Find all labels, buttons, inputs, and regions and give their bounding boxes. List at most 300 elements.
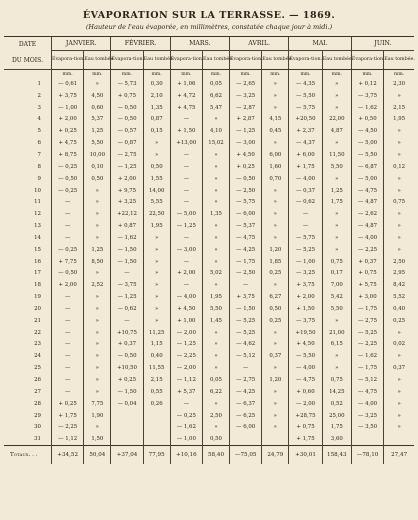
day-number: 23 <box>34 341 41 348</box>
unit-cell: mm. <box>384 70 414 79</box>
rainfall-cell: » <box>322 350 351 362</box>
day-number: 24 <box>34 353 41 360</box>
rainfall-cell: 1,25 <box>322 185 351 197</box>
unit-row <box>4 70 414 79</box>
rainfall-cell: » <box>203 350 230 362</box>
day-number: 15 <box>34 246 41 253</box>
evaporation-cell: + 1,75 <box>51 410 83 422</box>
day-number: 28 <box>34 400 41 407</box>
evaporation-cell: — 5,50 <box>289 90 322 102</box>
rainfall-cell: » <box>203 327 230 339</box>
table-row <box>4 220 414 232</box>
unit-cell: mm. <box>229 70 261 79</box>
evaporation-cell: — 5,73 <box>111 78 143 90</box>
table-row <box>4 374 414 386</box>
rainfall-cell: » <box>203 279 230 291</box>
rainfall-cell: 6,22 <box>203 386 230 398</box>
rainfall-cell: 1,55 <box>143 173 170 185</box>
evaporation-cell: — 2,50 <box>229 185 261 197</box>
rainfall-cell: 5,52 <box>384 291 414 303</box>
rainfall-cell: » <box>203 185 230 197</box>
rainfall-cell <box>143 433 170 445</box>
rainfall-cell: 1,50 <box>84 433 111 445</box>
evaporation-cell: — 0,57 <box>111 125 143 137</box>
total-cell: +37,04 <box>111 446 143 465</box>
evaporation-cell: — <box>51 374 83 386</box>
rainfall-cell: » <box>384 386 414 398</box>
evaporation-cell: + 0,50 <box>351 114 383 126</box>
rainfall-cell: 0,87 <box>143 114 170 126</box>
rainfall-cell: » <box>143 291 170 303</box>
rainfall-cell: 6,27 <box>262 291 289 303</box>
rainfall-cell: 0,52 <box>322 398 351 410</box>
total-cell: 158,43 <box>322 446 351 465</box>
rainfall-cell: » <box>262 102 289 114</box>
table-row <box>4 196 414 208</box>
evaporation-cell: — <box>51 291 83 303</box>
rainfall-cell: » <box>262 208 289 220</box>
month-header-may: MAI. <box>289 37 352 51</box>
evaporation-cell: — <box>170 161 202 173</box>
rainfall-cell: » <box>262 398 289 410</box>
rainfall-cell: » <box>322 173 351 185</box>
rainfall-cell: » <box>203 421 230 433</box>
rainfall-cell: » <box>84 196 111 208</box>
evaporation-cell: — 5,75 <box>289 232 322 244</box>
rainfall-cell: 0,25 <box>384 315 414 327</box>
rainfall-cell: » <box>84 291 111 303</box>
evaporation-cell: + 4,72 <box>170 90 202 102</box>
subcolumn-header: Eau tombée. <box>262 51 289 70</box>
rainfall-cell: 14,25 <box>322 386 351 398</box>
rainfall-cell: 11,55 <box>143 362 170 374</box>
rainfall-cell: 1,60 <box>262 161 289 173</box>
evaporation-cell: — <box>51 208 83 220</box>
rainfall-cell: » <box>203 256 230 268</box>
rainfall-cell: 5,50 <box>322 161 351 173</box>
evaporation-cell: — <box>51 386 83 398</box>
rainfall-cell: 8,50 <box>84 256 111 268</box>
rainfall-cell: 1,35 <box>143 102 170 114</box>
evaporation-cell: +13,00 <box>170 137 202 149</box>
evaporation-cell: + 5,37 <box>170 386 202 398</box>
rainfall-cell: » <box>262 78 289 90</box>
rainfall-cell: 0,10 <box>84 161 111 173</box>
evaporation-cell: + 1,06 <box>170 78 202 90</box>
evaporation-cell: — 2,00 <box>170 362 202 374</box>
evaporation-cell: — 3,00 <box>170 244 202 256</box>
evaporation-cell: — 0,61 <box>51 78 83 90</box>
evaporation-cell: + 1,50 <box>170 125 202 137</box>
rainfall-cell: » <box>84 386 111 398</box>
rainfall-cell: » <box>143 137 170 149</box>
rainfall-cell: » <box>84 185 111 197</box>
evaporation-cell: — 3,25 <box>289 268 322 280</box>
evaporation-cell: — 5,75 <box>289 102 322 114</box>
table-row <box>4 125 414 137</box>
rainfall-cell: » <box>262 196 289 208</box>
rainfall-cell: 0,37 <box>384 362 414 374</box>
evaporation-cell: — 5,00 <box>351 173 383 185</box>
rainfall-cell: 1,95 <box>203 291 230 303</box>
rainfall-cell: 15,02 <box>203 137 230 149</box>
evaporation-cell: — <box>289 208 322 220</box>
evaporation-cell: — 4,25 <box>229 386 261 398</box>
rainfall-cell: 0,05 <box>203 374 230 386</box>
table-row <box>4 114 414 126</box>
rainfall-cell: » <box>84 327 111 339</box>
evaporation-cell: — 2,75 <box>351 315 383 327</box>
total-cell: —78,10 <box>351 446 383 465</box>
rainfall-cell: » <box>322 362 351 374</box>
evaporation-cell: + 6,00 <box>289 149 322 161</box>
evaporation-cell: + 0,60 <box>289 386 322 398</box>
evaporation-cell: — <box>170 196 202 208</box>
rainfall-cell: 5,50 <box>84 137 111 149</box>
evaporation-cell: + 4,75 <box>170 102 202 114</box>
evaporation-cell: — 3,25 <box>351 410 383 422</box>
evaporation-cell: + 2,00 <box>170 268 202 280</box>
evaporation-cell: — 4,75 <box>351 386 383 398</box>
day-number: 21 <box>34 317 41 324</box>
table-row <box>4 268 414 280</box>
rainfall-cell: 0,40 <box>384 303 414 315</box>
table-row <box>4 173 414 185</box>
rainfall-cell: » <box>322 78 351 90</box>
evaporation-cell: + 2,00 <box>111 173 143 185</box>
evaporation-cell: — 1,75 <box>229 256 261 268</box>
rainfall-cell: 0,37 <box>262 350 289 362</box>
evaporation-cell: — <box>51 220 83 232</box>
rainfall-cell: 0,75 <box>322 374 351 386</box>
subcolumn-header: Évapora-tion. <box>111 51 143 70</box>
evaporation-cell: — 6,00 <box>229 208 261 220</box>
evaporation-cell: — 1,25 <box>170 220 202 232</box>
total-cell: 77,95 <box>143 446 170 465</box>
evaporation-cell: — 5,12 <box>229 350 261 362</box>
rainfall-cell: 0,12 <box>384 161 414 173</box>
evaporation-cell: — 0,37 <box>289 185 322 197</box>
day-number: 2 <box>37 92 41 99</box>
unit-cell: mm. <box>170 70 202 79</box>
total-cell: +30,01 <box>289 446 322 465</box>
rainfall-cell: » <box>384 327 414 339</box>
evaporation-cell: + 2,87 <box>229 114 261 126</box>
rainfall-cell: » <box>384 398 414 410</box>
unit-cell: mm. <box>351 70 383 79</box>
day-number: 26 <box>34 377 41 384</box>
evaporation-cell: + 1,75 <box>289 161 322 173</box>
table-row <box>4 102 414 114</box>
evaporation-cell: — 5,12 <box>351 374 383 386</box>
evaporation-cell: — 4,00 <box>351 398 383 410</box>
day-number: 9 <box>37 175 41 182</box>
rainfall-cell: » <box>143 244 170 256</box>
rainfall-cell: » <box>384 173 414 185</box>
date-header-line-1: DATE <box>18 41 37 48</box>
evaporation-cell: + 0,75 <box>111 90 143 102</box>
evaporation-cell: — 2,62 <box>351 208 383 220</box>
table-row <box>4 327 414 339</box>
evaporation-cell: — 2,50 <box>229 268 261 280</box>
unit-cell: mm. <box>84 70 111 79</box>
evaporation-cell: — <box>170 114 202 126</box>
rainfall-cell: 2,30 <box>384 78 414 90</box>
rainfall-cell: » <box>84 362 111 374</box>
evaporation-cell: — 4,00 <box>289 362 322 374</box>
evaporation-cell: — 4,50 <box>351 125 383 137</box>
evaporation-cell: + 0,75 <box>289 421 322 433</box>
day-number: 7 <box>37 151 41 158</box>
day-number: 18 <box>34 282 41 289</box>
rainfall-cell: 1,95 <box>384 114 414 126</box>
evaporation-cell: — <box>289 220 322 232</box>
rainfall-cell: 2,52 <box>84 279 111 291</box>
rainfall-cell: 2,50 <box>384 256 414 268</box>
evaporation-cell: +19,50 <box>289 327 322 339</box>
evaporation-cell: — <box>111 315 143 327</box>
rainfall-cell: 0,45 <box>262 125 289 137</box>
evaporation-cell: + 1,00 <box>170 315 202 327</box>
evaporation-cell: — 1,75 <box>351 303 383 315</box>
evaporation-cell: — 4,75 <box>289 374 322 386</box>
unit-cell: mm. <box>111 70 143 79</box>
rainfall-cell: » <box>322 90 351 102</box>
rainfall-cell: » <box>143 303 170 315</box>
evaporation-cell: — 4,87 <box>351 220 383 232</box>
unit-cell: mm. <box>143 70 170 79</box>
rainfall-cell: 5,02 <box>203 268 230 280</box>
evaporation-cell <box>229 433 261 445</box>
total-cell: 24,79 <box>262 446 289 465</box>
table-row <box>4 90 414 102</box>
rainfall-cell: 2,10 <box>143 90 170 102</box>
rainfall-cell: 6,15 <box>322 339 351 351</box>
rainfall-cell: » <box>84 374 111 386</box>
rainfall-cell: 0,05 <box>203 78 230 90</box>
evaporation-cell: — 2,75 <box>111 149 143 161</box>
evaporation-cell: — 0,50 <box>51 268 83 280</box>
rainfall-cell: » <box>203 161 230 173</box>
evaporation-cell: — 0,50 <box>111 102 143 114</box>
evaporation-table <box>4 36 414 464</box>
evaporation-cell: — 6,87 <box>351 161 383 173</box>
evaporation-cell: — 1,12 <box>51 433 83 445</box>
evaporation-cell: — 5,37 <box>229 220 261 232</box>
evaporation-cell: + 5,75 <box>351 279 383 291</box>
evaporation-cell: — 0,25 <box>170 410 202 422</box>
rainfall-cell: » <box>84 268 111 280</box>
day-number: 29 <box>34 412 41 419</box>
evaporation-cell: + 0,25 <box>229 161 261 173</box>
rainfall-cell: 10,00 <box>84 149 111 161</box>
rainfall-cell: » <box>203 149 230 161</box>
evaporation-cell: — <box>170 173 202 185</box>
rainfall-cell: » <box>143 279 170 291</box>
evaporation-cell: + 0,75 <box>351 268 383 280</box>
evaporation-cell: — <box>51 232 83 244</box>
evaporation-cell: — 1,00 <box>170 433 202 445</box>
rainfall-cell: » <box>84 208 111 220</box>
rainfall-cell: 5,55 <box>143 196 170 208</box>
table-row <box>4 410 414 422</box>
rainfall-cell: 0,60 <box>84 102 111 114</box>
rainfall-cell: » <box>143 256 170 268</box>
evaporation-cell: — <box>51 315 83 327</box>
rainfall-cell: » <box>384 421 414 433</box>
rainfall-cell: 22,00 <box>322 114 351 126</box>
evaporation-cell: — <box>51 327 83 339</box>
rainfall-cell: 1,15 <box>143 339 170 351</box>
rainfall-cell <box>143 421 170 433</box>
evaporation-cell: — 5,25 <box>229 327 261 339</box>
subcolumn-header: Eau tombée. <box>143 51 170 70</box>
evaporation-cell: — 3,75 <box>111 279 143 291</box>
evaporation-cell: — 1,00 <box>289 256 322 268</box>
rainfall-cell: 0,50 <box>143 161 170 173</box>
evaporation-cell: + 4,50 <box>229 149 261 161</box>
evaporation-cell: + 0,37 <box>111 339 143 351</box>
rainfall-cell: 11,50 <box>322 149 351 161</box>
evaporation-cell: + 3,75 <box>229 291 261 303</box>
evaporation-cell: + 3,00 <box>351 291 383 303</box>
table-row <box>4 315 414 327</box>
rainfall-cell: » <box>322 232 351 244</box>
evaporation-cell: — 3,75 <box>289 315 322 327</box>
evaporation-cell: + 9,75 <box>111 185 143 197</box>
evaporation-cell: — 5,25 <box>289 244 322 256</box>
rainfall-cell: » <box>262 220 289 232</box>
rainfall-cell: 0,50 <box>203 433 230 445</box>
month-header-row <box>4 37 414 51</box>
rainfall-cell: » <box>203 220 230 232</box>
evaporation-cell: — 0,25 <box>51 244 83 256</box>
evaporation-cell: + 4,50 <box>170 303 202 315</box>
rainfall-cell: » <box>143 232 170 244</box>
rainfall-cell: 5,47 <box>203 102 230 114</box>
rainfall-cell: » <box>322 102 351 114</box>
evaporation-cell: + 8,75 <box>51 149 83 161</box>
evaporation-cell: — 1,25 <box>111 291 143 303</box>
table-row <box>4 185 414 197</box>
day-number: 4 <box>37 116 41 123</box>
rainfall-cell: 2,15 <box>143 374 170 386</box>
rainfall-cell: 0,75 <box>322 256 351 268</box>
rainfall-cell: 3,60 <box>322 433 351 445</box>
day-number: 20 <box>34 305 41 312</box>
rainfall-cell: » <box>84 303 111 315</box>
rainfall-cell <box>384 433 414 445</box>
rainfall-cell: » <box>262 327 289 339</box>
evaporation-cell: — 0,50 <box>111 114 143 126</box>
evaporation-cell: +28,75 <box>289 410 322 422</box>
evaporation-cell: — 3,50 <box>351 421 383 433</box>
rainfall-cell: 0,30 <box>143 78 170 90</box>
subcolumn-header: Évapora-tion. <box>351 51 383 70</box>
evaporation-cell: — 1,00 <box>51 102 83 114</box>
evaporation-cell: — 2,00 <box>289 398 322 410</box>
month-header-march: MARS. <box>170 37 229 51</box>
rainfall-cell: 5,37 <box>84 114 111 126</box>
evaporation-cell: — 0,50 <box>111 350 143 362</box>
evaporation-cell: + 0,12 <box>351 78 383 90</box>
rainfall-cell: 0,02 <box>384 339 414 351</box>
table-row <box>4 303 414 315</box>
rainfall-cell: 0,25 <box>262 268 289 280</box>
day-number: 12 <box>34 211 41 218</box>
evaporation-cell: + 2,37 <box>289 125 322 137</box>
evaporation-cell: — <box>170 232 202 244</box>
table-row <box>4 244 414 256</box>
evaporation-cell: — <box>170 279 202 291</box>
rainfall-cell: 0,55 <box>143 386 170 398</box>
day-number: 17 <box>34 270 41 277</box>
unit-cell: mm. <box>203 70 230 79</box>
rainfall-cell: 11,25 <box>143 327 170 339</box>
evaporation-cell: — 4,62 <box>229 339 261 351</box>
evaporation-cell: +10,75 <box>111 327 143 339</box>
total-cell: —75,05 <box>229 446 261 465</box>
rainfall-cell: 0,75 <box>384 196 414 208</box>
evaporation-cell: — 1,75 <box>351 362 383 374</box>
evaporation-cell: — 1,62 <box>351 350 383 362</box>
daily-rows <box>4 78 414 446</box>
rainfall-cell: » <box>84 232 111 244</box>
page-subtitle: (Hauteur de l'eau évaporée, en millimètres, constatée chaque jour à midi.) <box>85 23 333 31</box>
rainfall-cell: » <box>203 173 230 185</box>
evaporation-cell: — 1,25 <box>229 125 261 137</box>
table-row <box>4 339 414 351</box>
rainfall-cell: 1,20 <box>262 244 289 256</box>
subcolumn-header: Évapora-tion. <box>170 51 202 70</box>
evaporation-cell: — 6,00 <box>229 421 261 433</box>
rainfall-cell: » <box>262 421 289 433</box>
total-cell: +10,16 <box>170 446 202 465</box>
evaporation-cell: +22,12 <box>111 208 143 220</box>
rainfall-cell: 6,62 <box>203 90 230 102</box>
evaporation-cell: + 7,75 <box>51 256 83 268</box>
rainfall-cell: » <box>384 90 414 102</box>
total-cell: 50,04 <box>84 446 111 465</box>
rainfall-cell: 1,95 <box>143 220 170 232</box>
rainfall-cell: 7,75 <box>84 398 111 410</box>
evaporation-cell: + 4,50 <box>289 339 322 351</box>
rainfall-cell: » <box>322 208 351 220</box>
rainfall-cell: » <box>143 149 170 161</box>
rainfall-cell: » <box>262 279 289 291</box>
table-row <box>4 362 414 374</box>
rainfall-cell: » <box>262 185 289 197</box>
rainfall-cell: » <box>203 362 230 374</box>
total-cell: 27,47 <box>384 446 414 465</box>
rainfall-cell: » <box>384 374 414 386</box>
rainfall-cell: » <box>322 137 351 149</box>
rainfall-cell: 6,00 <box>262 149 289 161</box>
rainfall-cell <box>262 433 289 445</box>
evaporation-cell <box>111 410 143 422</box>
evaporation-cell: — 1,50 <box>111 244 143 256</box>
evaporation-cell: + 0,25 <box>111 374 143 386</box>
evaporation-cell: — 5,50 <box>351 149 383 161</box>
month-header-april: AVRIL. <box>229 37 288 51</box>
rainfall-cell: 1,90 <box>84 410 111 422</box>
evaporation-cell: — 0,25 <box>51 161 83 173</box>
evaporation-cell: — 2,00 <box>170 327 202 339</box>
day-number: 14 <box>34 234 41 241</box>
evaporation-cell <box>111 421 143 433</box>
table-row <box>4 232 414 244</box>
rainfall-cell: 22,50 <box>143 208 170 220</box>
